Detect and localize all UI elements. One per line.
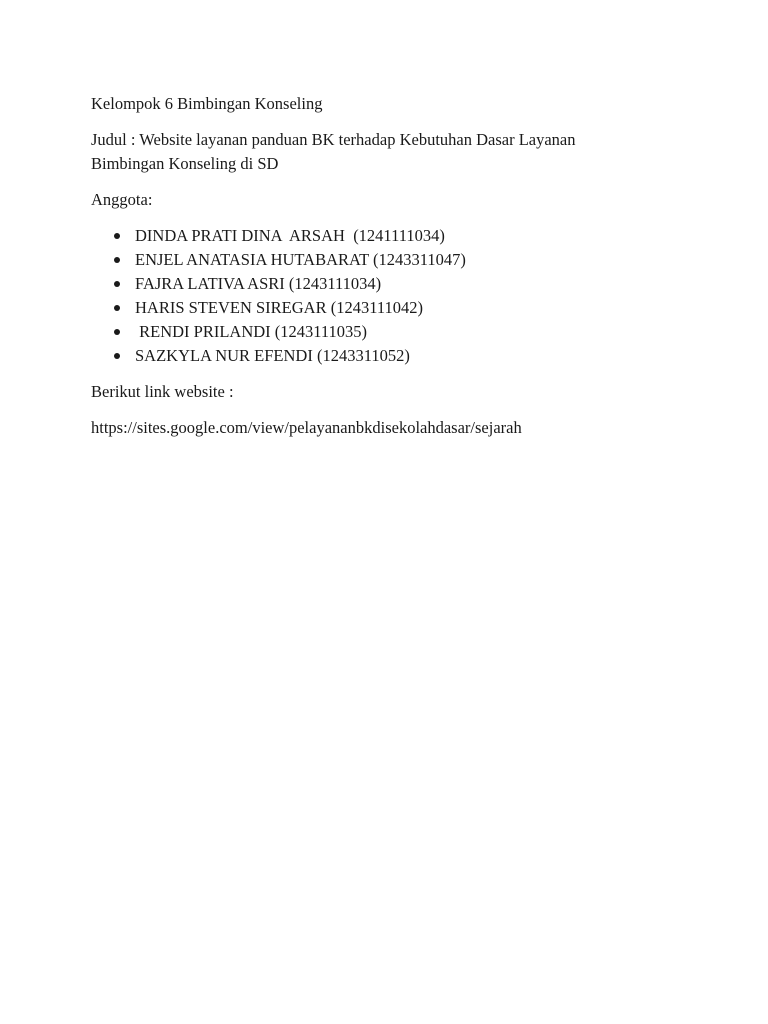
link-label: Berikut link website : <box>91 382 234 401</box>
members-list <box>91 224 691 368</box>
member-item <box>91 320 691 344</box>
title-line-1: Judul : Website layanan panduan BK terhadap Kebutuhan Dasar Layanan <box>91 130 576 149</box>
member-text: RENDI PRILANDI (1243111035) <box>135 322 368 341</box>
bullet-icon <box>112 272 124 296</box>
bullet-icon <box>112 296 124 320</box>
member-text: HARIS STEVEN SIREGAR (1243111042) <box>135 298 423 317</box>
document-heading: Kelompok 6 Bimbingan Konseling <box>91 94 323 113</box>
title-line-2: Bimbingan Konseling di SD <box>91 154 279 173</box>
bullet-icon <box>112 320 124 344</box>
members-label: Anggota: <box>91 190 153 209</box>
document-page <box>91 92 691 452</box>
website-link-paragraph <box>91 416 691 440</box>
member-item <box>91 248 691 272</box>
member-text: SAZKYLA NUR EFENDI (1243311052) <box>135 346 410 365</box>
member-text: DINDA PRATI DINA ARSAH (1241111034) <box>135 226 445 245</box>
member-item <box>91 272 691 296</box>
member-item <box>91 344 691 368</box>
member-text: FAJRA LATIVA ASRI (1243111034) <box>135 274 382 293</box>
website-link[interactable]: https://sites.google.com/view/pelayananbkdisekolahdasar/sejarah <box>91 418 522 437</box>
member-item <box>91 224 691 248</box>
member-text: ENJEL ANATASIA HUTABARAT (1243311047) <box>135 250 466 269</box>
document-title <box>91 128 691 176</box>
bullet-icon <box>112 224 124 248</box>
bullet-icon <box>112 344 124 368</box>
member-item <box>91 296 691 320</box>
bullet-icon <box>112 248 124 272</box>
